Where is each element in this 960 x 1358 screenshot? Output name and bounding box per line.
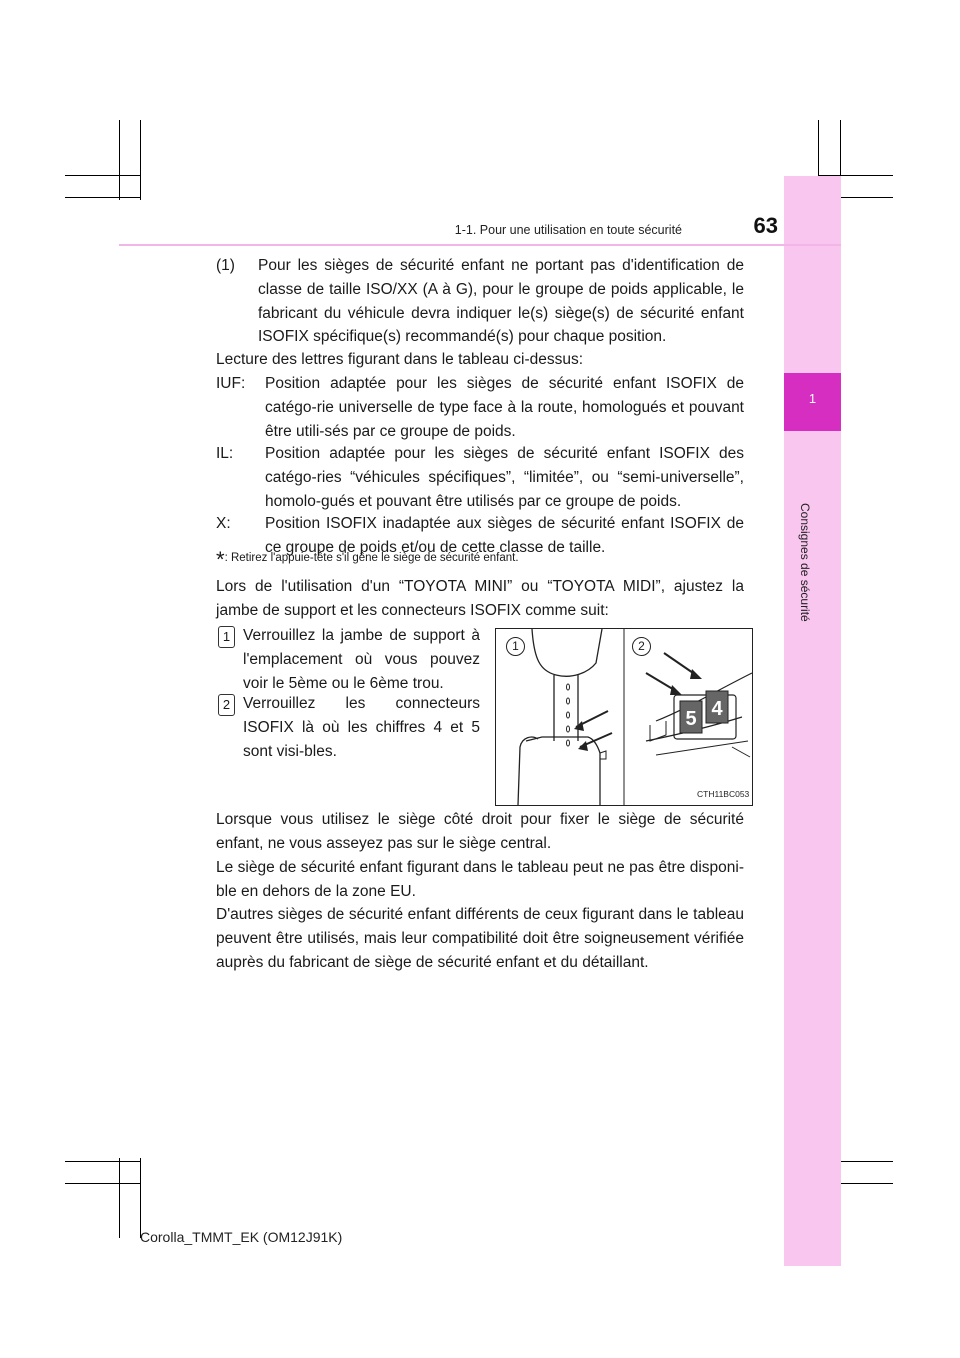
legend-code: X: [216, 515, 231, 532]
item-label: (1) [216, 257, 235, 274]
step-number: 2 [218, 694, 235, 716]
isofix-illustration [496, 629, 752, 805]
page-number: 63 [753, 213, 778, 238]
legend-text: Position adaptée pour les sièges de sécurité enfant ISOFIX de catégo-rie universelle de type face à la route, homologués et pouvant être utili-sés par ce groupe de poids. [265, 375, 744, 440]
closing-paragraph: Le siège de sécurité enfant figurant dans le tableau peut ne pas être disponi-ble en dehors de la zone EU. [216, 859, 744, 900]
section-title: 1-1. Pour une utilisation en toute sécurité [454, 223, 682, 237]
legend-text: Position adaptée pour les sièges de sécurité enfant ISOFIX des catégo-ries “véhicules spécifiques”, “limitée”, ou “semi-universelle”, homolo-gués et pouvant être utilisés par ce groupe de poids. [265, 445, 744, 510]
item-text: Pour les sièges de sécurité enfant ne portant pas d'identification de classe de taille ISO/XX (A à G), pour le groupe de poids applicable, le fabricant du véhicule devra indiquer le(s) siège(s) de sécurité enfant ISOFIX spécifique(s) recommandé(s) pour chaque position. [258, 257, 744, 346]
step-text: Verrouillez la jambe de support à l'emplacement où vous pouvez voir le 5ème ou le 6ème trou. [243, 627, 480, 692]
footer-document-code: Corolla_TMMT_EK (OM12J91K) [140, 1229, 343, 1245]
marker-5: 5 [685, 708, 697, 730]
legend-text: Position ISOFIX inadaptée aux sièges de sécurité enfant ISOFIX de ce groupe de poids et/ou de cette classe de taille. [265, 515, 744, 556]
legend-code: IL: [216, 445, 234, 462]
chapter-side-tab [784, 176, 841, 1266]
footnote-text: : Retirez l'appuie-tête s'il gêne le siège de sécurité enfant. [224, 552, 519, 564]
isofix-figure [495, 628, 753, 806]
step-number: 1 [218, 626, 235, 648]
toyota-paragraph: Lors de l'utilisation d'un “TOYOTA MINI” ou “TOYOTA MIDI”, ajustez la jambe de support et les connecteurs ISOFIX comme suit: [216, 578, 744, 619]
footnote [216, 547, 519, 572]
figure-caption: CTH11BC053 [697, 789, 750, 799]
chapter-title: Consignes de sécurité [798, 503, 812, 622]
header-rule [119, 244, 841, 246]
footnote-star: * [216, 547, 225, 572]
closing-paragraph: Lorsque vous utilisez le siège côté droit pour fixer le siège de sécurité enfant, ne vous asseyez pas sur le siège central. [216, 811, 744, 852]
chapter-number: 1 [784, 373, 841, 431]
figure-panel-2-number: 2 [632, 637, 651, 656]
marker-4: 4 [711, 698, 723, 720]
closing-paragraph: D'autres sièges de sécurité enfant différents de ceux figurant dans le tableau peuvent être utilisés, mais leur compatibilité doit être soigneusement vérifiée auprès du fabricant de siège de sécurité enfant et du détaillant. [216, 906, 744, 971]
figure-panel-1-number: 1 [506, 637, 525, 656]
legend-code: IUF: [216, 375, 246, 392]
step-text: Verrouillez les connecteurs ISOFIX là où les chiffres 4 et 5 sont visi-bles. [243, 695, 480, 760]
legend-intro: Lecture des lettres figurant dans le tableau ci-dessus: [216, 351, 584, 368]
